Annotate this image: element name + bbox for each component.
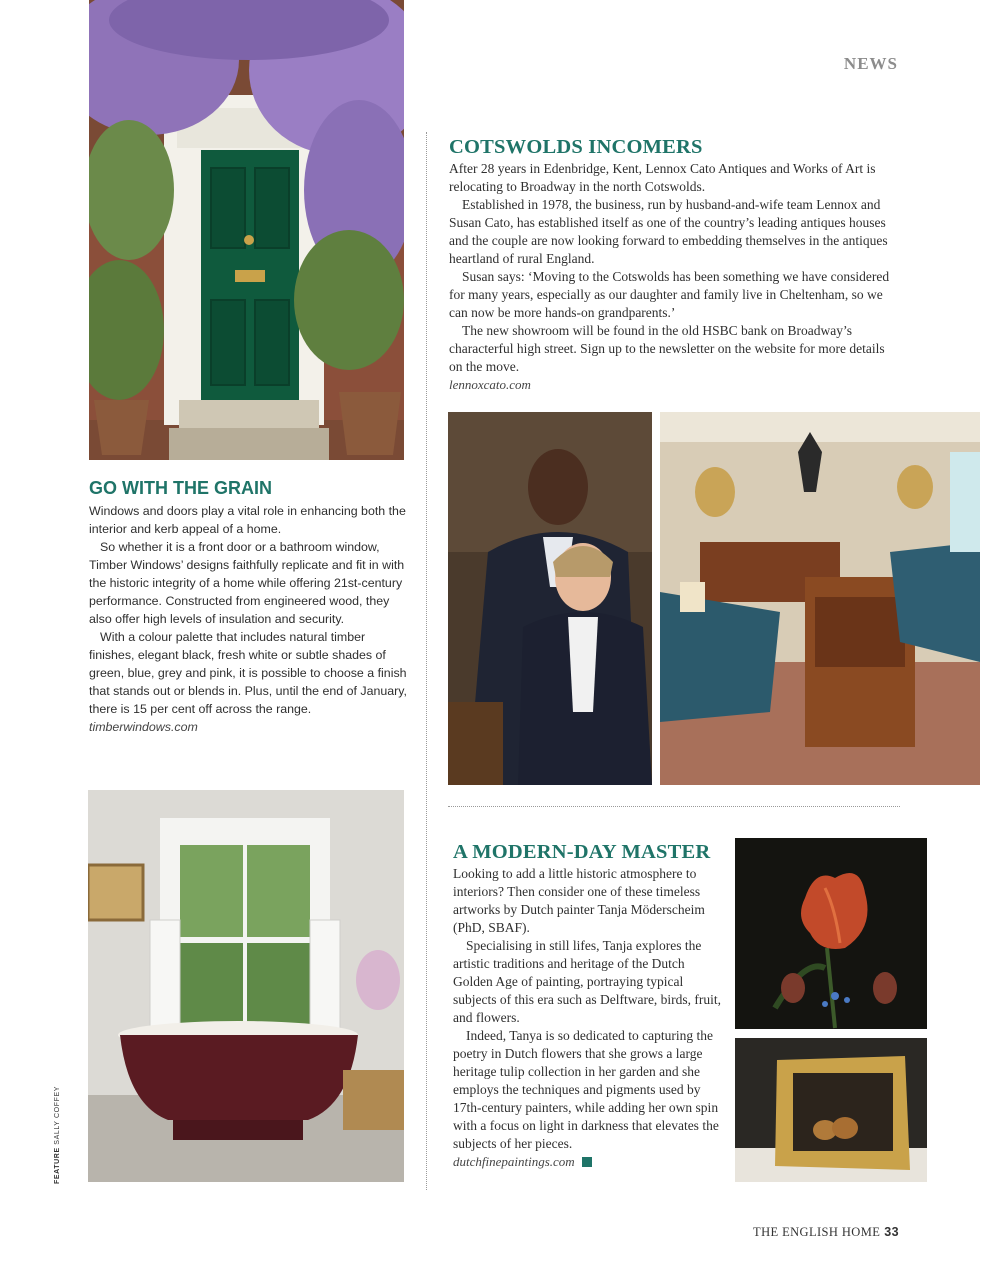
grain-paragraph-2: So whether it is a front door or a bathroom window, Timber Windows’ designs faithfully replicate and fit in with the historic integrity of a home while offering 21st-century performance. Constructed from engineered wood, they also offer high levels of insulation and security. <box>89 539 405 626</box>
master-paragraph-3: Indeed, Tanya is so dedicated to capturing the poetry in Dutch flowers that she grows a large heritage tulip collection in her garden and she employs the techniques and pigments used by 17th-century painters, while adding her own spin with a focus on light in darkness that elevates the subjects of her pieces. <box>453 1027 719 1151</box>
bathroom-window-photo <box>88 790 404 1182</box>
cotswolds-paragraph-1: After 28 years in Edenbridge, Kent, Lennox Cato Antiques and Works of Art is relocating to Broadway in the north Cotswolds. <box>449 160 876 194</box>
column-divider <box>426 132 427 1190</box>
grain-paragraph-1: Windows and doors play a vital role in enhancing both the interior and kerb appeal of a home. <box>89 503 406 536</box>
grain-article <box>89 479 409 736</box>
front-door-photo <box>89 0 404 460</box>
magazine-name: THE ENGLISH HOME <box>753 1225 881 1239</box>
master-article <box>453 841 723 1171</box>
master-paragraph-2: Specialising in still lifes, Tanja explores the artistic traditions and heritage of the Dutch Golden Age of painting, portraying typical subjects of this era such as Delftware, birds, fruit, and flowers. <box>453 937 722 1025</box>
cotswolds-paragraph-2: Established in 1978, the business, run by husband-and-wife team Lennox and Susan Cato, has established itself as one of the country’s leading antiques houses and the couple are now looking forward to embedding themselves in the antiques heartland of rural England. <box>449 196 888 266</box>
section-divider <box>448 806 900 807</box>
end-of-article-mark <box>582 1157 592 1167</box>
cotswolds-website-link[interactable]: lennoxcato.com <box>449 376 531 392</box>
page-footer <box>700 1225 899 1240</box>
grain-headline: GO WITH THE GRAIN <box>89 478 272 498</box>
grain-paragraph-3: With a colour palette that includes natural timber finishes, elegant black, fresh white or subtle shades of green, blue, grey and pink, it is possible to choose a finish that stands out or blends in. Plus, until the end of January, there is 15 per cent off across the range. <box>89 629 407 716</box>
cotswolds-paragraph-3: Susan says: ‘Moving to the Cotswolds has been something we have considered for many years, especially as our daughter and family live in Cheltenham, so we can now be more hands-on grandparents.’ <box>449 268 890 320</box>
antiques-showroom-photo <box>660 412 980 785</box>
master-website-link[interactable]: dutchfinepaintings.com <box>453 1153 575 1169</box>
master-website-line <box>453 1153 723 1171</box>
master-headline: A MODERN-DAY MASTER <box>453 841 711 863</box>
master-paragraph-1: Looking to add a little historic atmosphere to interiors? Then consider one of these timeless artworks by Dutch painter Tanja Möderscheim (PhD, SBAF). <box>453 865 705 935</box>
framed-painting-photo <box>735 1038 927 1182</box>
cotswolds-headline: COTSWOLDS INCOMERS <box>449 136 703 158</box>
tulip-painting-photo <box>735 838 927 1029</box>
cotswolds-article <box>449 136 901 394</box>
photo-credit: FEATURE SALLY COFFEY <box>54 1086 61 1184</box>
cotswolds-paragraph-4: The new showroom will be found in the old HSBC bank on Broadway’s characterful high street. Sign up to the newsletter on the website for more details on the move. <box>449 322 885 374</box>
couple-portrait-photo <box>448 412 652 785</box>
page-number: 33 <box>884 1225 899 1239</box>
section-label: NEWS <box>843 54 898 73</box>
grain-website-link[interactable]: timberwindows.com <box>89 719 198 734</box>
